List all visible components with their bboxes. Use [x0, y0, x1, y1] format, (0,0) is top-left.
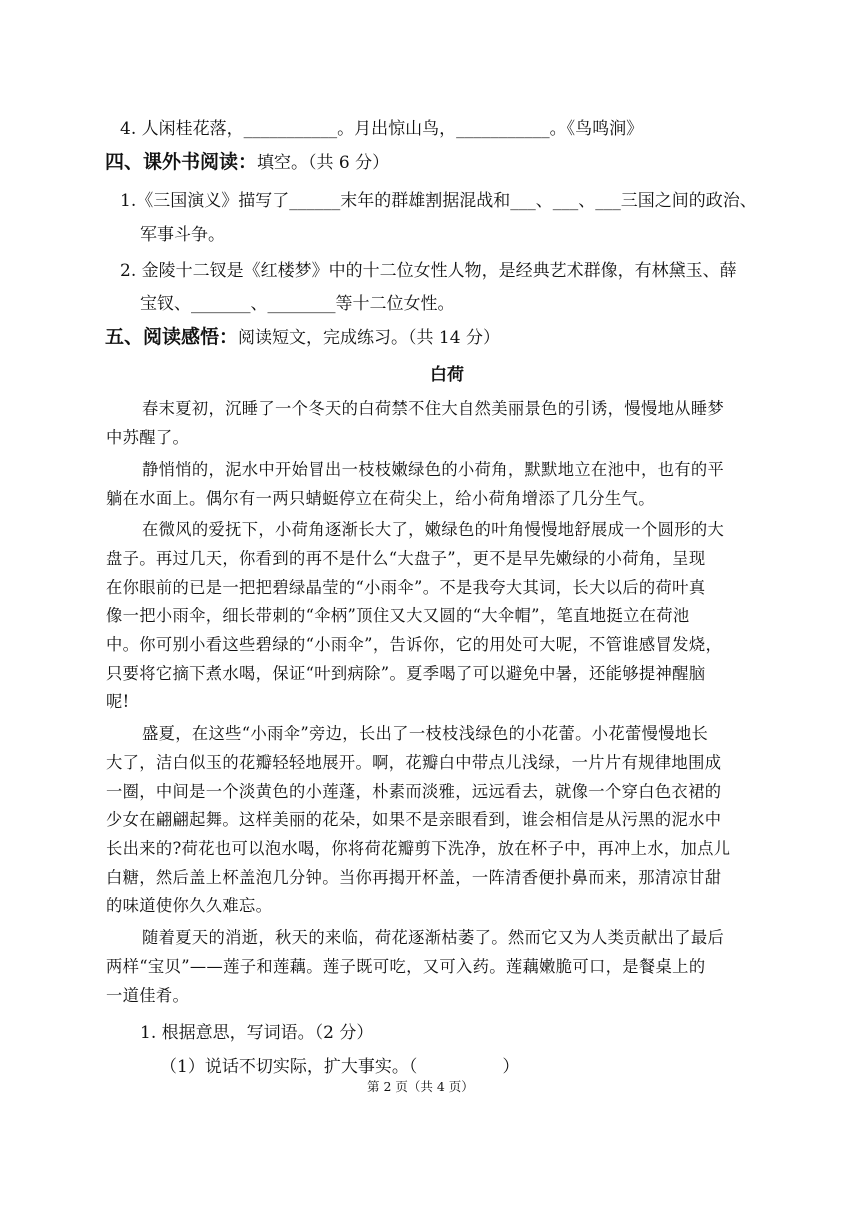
passage-line: 中。你可别小看这些碧绿的“小雨伞”，告诉你，它的用处可大呢，不管谁感冒发烧， — [106, 635, 723, 654]
passage-line: 呢! — [106, 692, 130, 711]
passage-line: 在你眼前的已是一把把碧绿晶莹的“小雨伞”。不是我夸大其词，长大以后的荷叶真 — [106, 578, 706, 597]
passage-line: 一圈，中间是一个淡黄色的小莲蓬，朴素而淡雅，远远看去，就像一个穿白色衣裙的 — [106, 782, 722, 801]
book-question-2-line-1: 2. 金陵十二钗是《红楼梦》中的十二位女性人物，是经典艺术群像，有林黛玉、薛 — [120, 261, 737, 281]
passage-line: 在微风的爱抚下，小荷角逐渐长大了，嫩绿色的叶角慢慢地舒展成一个圆形的大 — [142, 520, 725, 539]
section-5-heading — [105, 322, 500, 349]
passage-line: 春末夏初，沉睡了一个冬天的白荷禁不住大自然美丽景色的引诱，慢慢地从睡梦 — [142, 399, 725, 418]
page-footer: 第 2 页（共 4 页） — [367, 1079, 474, 1094]
passage-line: 白糖，然后盖上杯盖泡几分钟。当你再揭开杯盖，一阵清香便扑鼻而来，那清凉甘甜 — [106, 868, 722, 887]
book-question-1-line-1: 1.《三国演义》描写了______末年的群雄割据混战和___、___、___三国之间的政治、 — [120, 191, 757, 211]
passage-title: 白荷 — [430, 365, 464, 385]
passage-line: 两样“宝贝”——莲子和莲藕。莲子既可吃，又可入药。莲藕嫩脆可口，是餐桌上的 — [106, 957, 706, 976]
passage-line: 随着夏天的消逝，秋天的来临，荷花逐渐枯萎了。然而它又为人类贡献出了最后 — [142, 928, 725, 947]
section-4-title: 四、课外书阅读： — [105, 151, 258, 173]
passage-line: 少女在翩翩起舞。这样美丽的花朵，如果不是亲眼看到，谁会相信是从污黑的泥水中 — [106, 810, 722, 829]
section-4-instruction: 填空。（共 6 分） — [257, 153, 390, 173]
book-question-2-line-2: 宝钗、_______、________等十二位女性。 — [140, 294, 455, 314]
poem-question-4: 4. 人闲桂花落，___________。月出惊山鸟，___________。《鸟鸣涧》 — [120, 119, 644, 139]
passage-line: 盛夏，在这些“小雨伞”旁边，长出了一枝枝浅绿色的小花蕾。小花蕾慢慢地长 — [142, 724, 709, 743]
passage-line: 静悄悄的，泥水中开始冒出一枝枝嫩绿色的小荷角，默默地立在池中，也有的平 — [142, 460, 725, 479]
passage-line: 中苏醒了。 — [106, 428, 190, 447]
reading-question-1-1: （1）说话不切实际，扩大事实。（ ） — [160, 1057, 520, 1077]
passage-line: 一道佳肴。 — [106, 986, 190, 1005]
passage-line: 大了，洁白似玉的花瓣轻轻地展开。啊，花瓣白中带点儿浅绿，一片片有规律地围成 — [106, 753, 722, 772]
passage-line: 像一把小雨伞，细长带刺的“伞柄”顶住又大又圆的“大伞帽”，笔直地挺立在荷池 — [106, 606, 690, 625]
passage-line: 盘子。再过几天，你看到的再不是什么“大盘子”，更不是早先嫩绿的小荷角，呈现 — [106, 549, 706, 568]
section-5-instruction: 阅读短文，完成练习。（共 14 分） — [238, 328, 500, 348]
passage-line: 长出来的?荷花也可以泡水喝，你将荷花瓣剪下洗净，放在杯子中，再冲上水，加点儿 — [106, 839, 731, 858]
section-5-title: 五、阅读感悟： — [105, 326, 239, 348]
passage-line: 躺在水面上。偶尔有一两只蜻蜓停立在荷尖上，给小荷角增添了几分生气。 — [106, 489, 655, 508]
reading-question-1: 1. 根据意思，写词语。（2 分） — [140, 1023, 374, 1043]
passage-line: 只要将它摘下煮水喝，保证“叶到病除”。夏季喝了可以避免中暑，还能够提神醒脑 — [106, 664, 706, 683]
passage-line: 的味道使你久久难忘。 — [106, 896, 273, 915]
book-question-1-line-2: 军事斗争。 — [140, 225, 225, 245]
section-4-heading — [105, 147, 389, 174]
